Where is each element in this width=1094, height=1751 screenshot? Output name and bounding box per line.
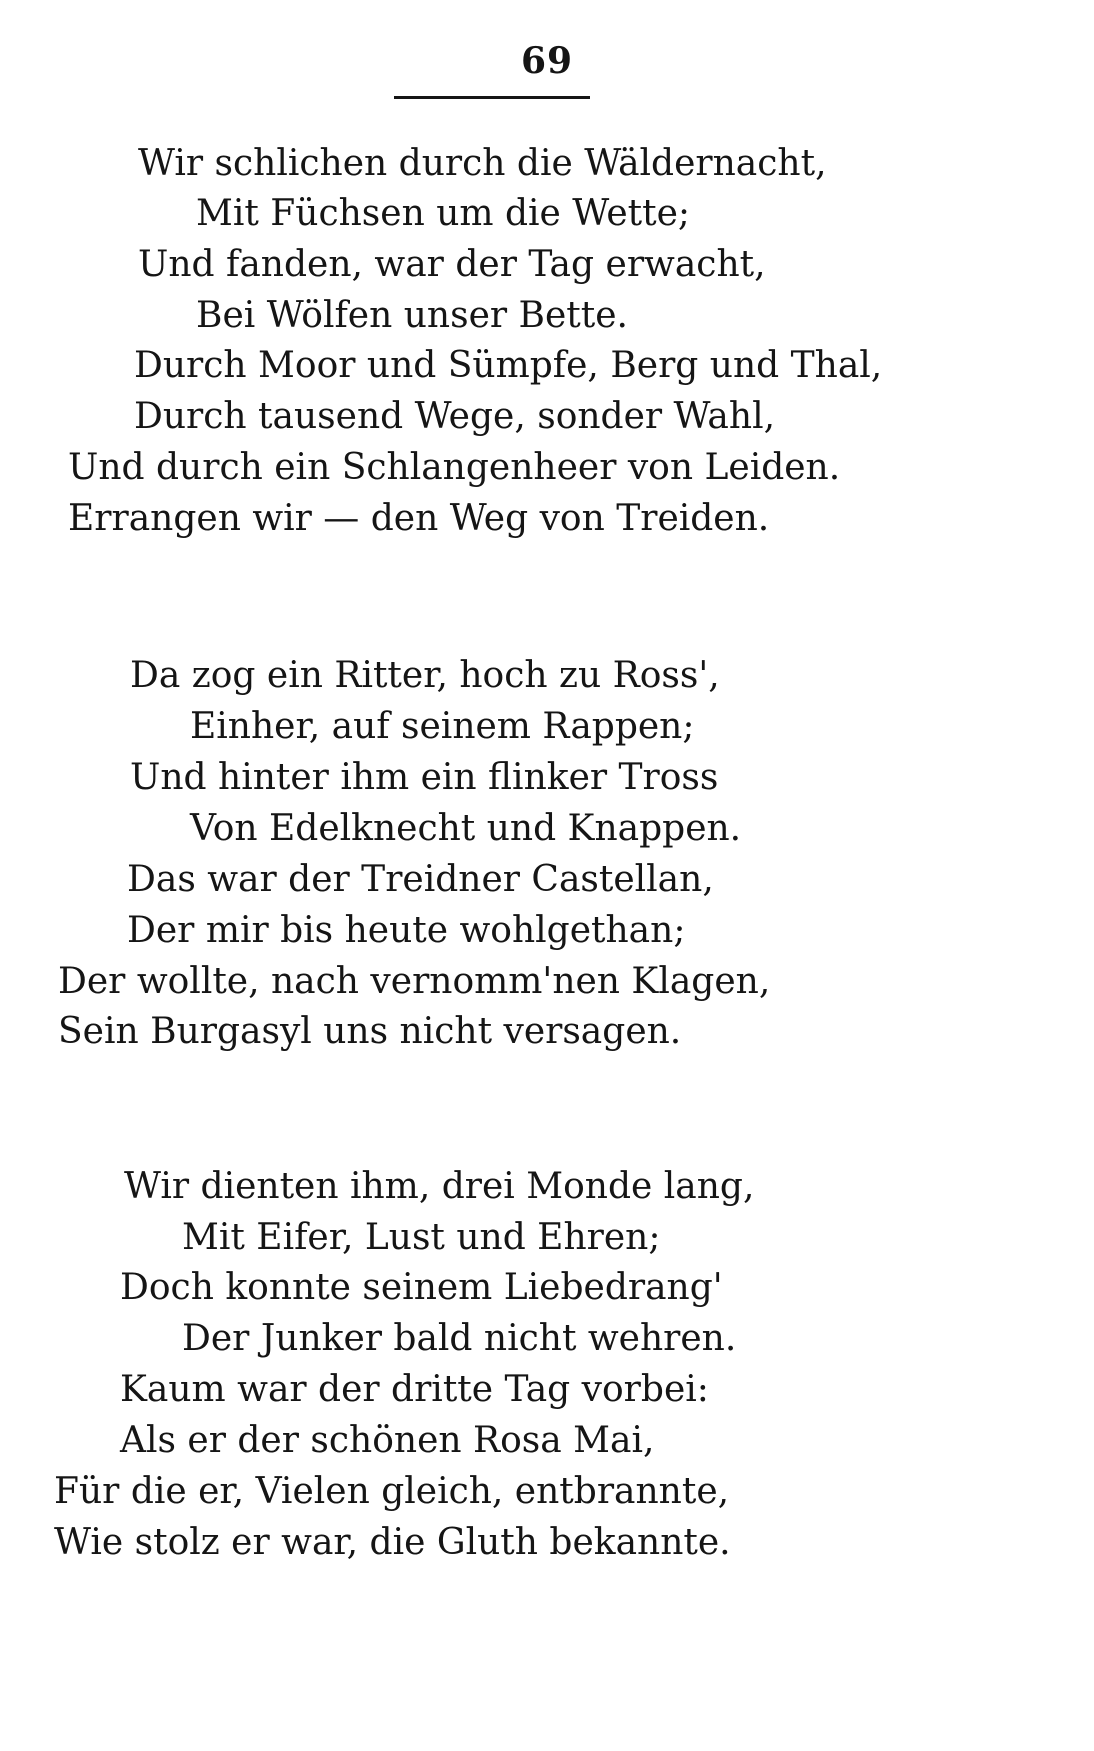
poem-line: Der Junker bald nicht wehren.: [182, 1318, 737, 1359]
poem-line: Mit Füchsen um die Wette;: [196, 193, 691, 234]
poem-line: Und hinter ihm ein flinker Tross: [130, 757, 719, 798]
poem-line: Durch tausend Wege, sonder Wahl,: [134, 396, 776, 437]
poem-line: Der mir bis heute wohlgethan;: [127, 910, 686, 951]
poem-line: Das war der Treidner Castellan,: [127, 859, 714, 900]
poem-line: Von Edelknecht und Knappen.: [190, 808, 742, 849]
poem-line: Wie stolz er war, die Gluth bekannte.: [54, 1522, 731, 1563]
poem-line: Da zog ein Ritter, hoch zu Ross',: [130, 655, 720, 696]
poem-line: Bei Wölfen unser Bette.: [196, 295, 628, 336]
poem-line: Errangen wir — den Weg von Treiden.: [68, 498, 770, 539]
page-number: 69: [520, 40, 574, 82]
poem-line: Kaum war der dritte Tag vorbei:: [120, 1369, 709, 1410]
poem-line: Durch Moor und Sümpfe, Berg und Thal,: [134, 345, 883, 386]
poem-line: Und fanden, war der Tag erwacht,: [138, 244, 766, 285]
poem-line: Wir dienten ihm, drei Monde lang,: [124, 1166, 755, 1207]
poem-line: Doch konnte seinem Liebedrang': [120, 1267, 723, 1308]
poem-line: Und durch ein Schlangenheer von Leiden.: [68, 447, 841, 488]
poem-line: Als er der schönen Rosa Mai,: [120, 1420, 655, 1461]
poem-line: Für die er, Vielen gleich, entbrannte,: [54, 1471, 730, 1512]
poem-line: Einher, auf seinem Rappen;: [190, 706, 695, 747]
poem-line: Der wollte, nach vernomm'nen Klagen,: [58, 961, 771, 1002]
poem-line: Mit Eifer, Lust und Ehren;: [182, 1217, 661, 1258]
poem-line: Wir schlichen durch die Wäldernacht,: [138, 143, 827, 184]
poem-line: Sein Burgasyl uns nicht versagen.: [58, 1011, 682, 1052]
page-number-rule: [394, 96, 590, 99]
